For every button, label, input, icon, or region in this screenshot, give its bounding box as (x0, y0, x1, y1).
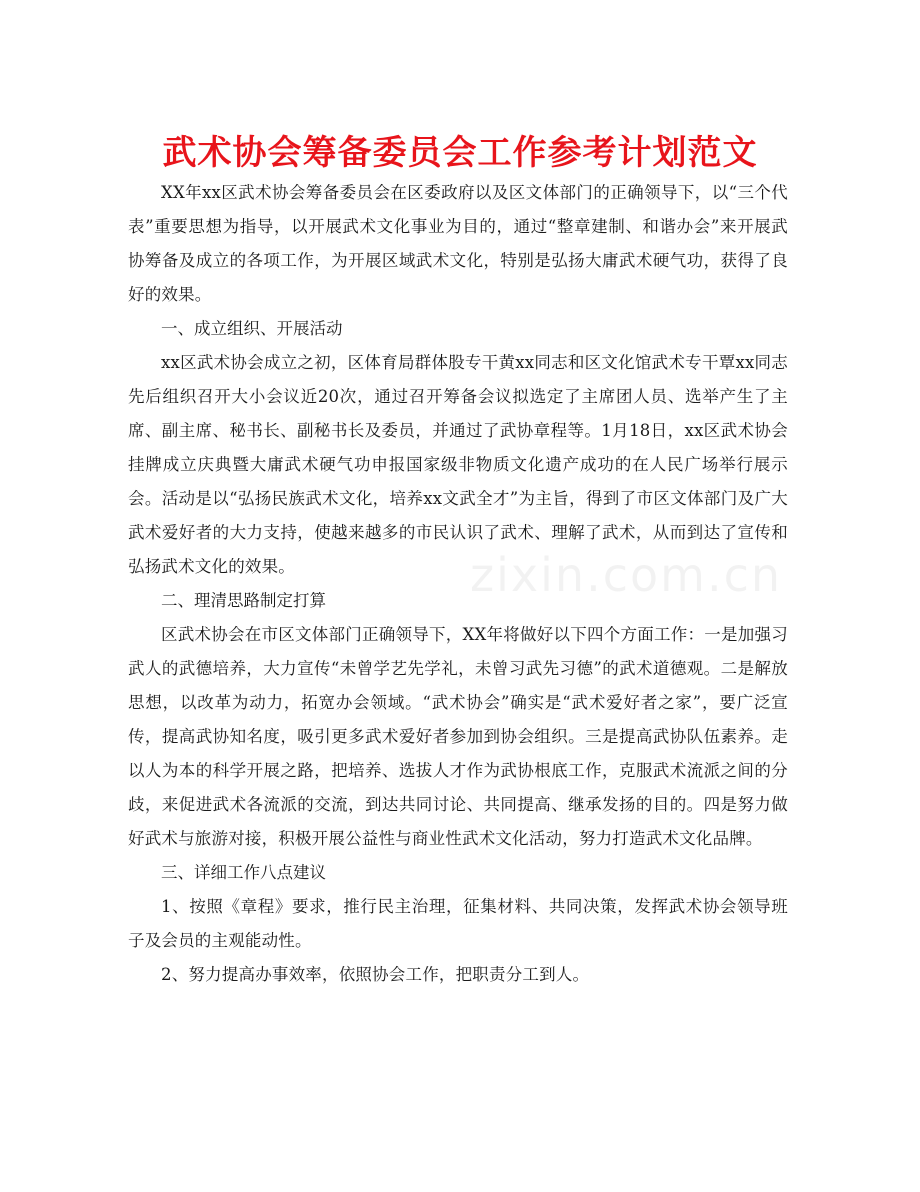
paragraph-section-2: 区武术协会在市区文体部门正确领导下，XX年将做好以下四个方面工作：一是加强习武人的武德培养，大力宣传“未曾学艺先学礼，未曾习武先习德”的武术道德观。二是解放思想，以改革为动力，拓宽办会领域。“武术协会”确实是“武术爱好者之家”，要广泛宣传，提高武协知名度，吸引更多武术爱好者参加到协会组织。三是提高武协队伍素养。走以人为本的科学开展之路，把培养、选拔人才作为武协根底工作，克服武术流派之间的分歧，来促进武术各流派的交流，到达共同讨论、共同提高、继承发扬的目的。四是努力做好武术与旅游对接，积极开展公益性与商业性武术文化活动，努力打造武术文化品牌。 (128, 625, 788, 848)
section-heading-1: 一、成立组织、开展活动 (161, 319, 343, 338)
section-heading-2: 二、理清思路制定打算 (161, 591, 326, 610)
watermark-text: zixin.com.cn (470, 548, 783, 602)
paragraph-suggestion-1: 1、按照《章程》要求，推行民主治理，征集材料、共同决策，发挥武术协会领导班子及会员的主观能动性。 (128, 897, 788, 950)
section-heading-3: 三、详细工作八点建议 (161, 863, 326, 882)
paragraph-suggestion-2: 2、努力提高办事效率，依照协会工作，把职责分工到人。 (161, 965, 590, 984)
document-body (128, 176, 788, 992)
paragraph-section-1: xx区武术协会成立之初，区体育局群体股专干黄xx同志和区文化馆武术专干覃xx同志先后组织召开大小会议近20次，通过召开筹备会议拟选定了主席团人员、选举产生了主席、副主席、秘书长、副秘书长及委员，并通过了武协章程等。1月18日，xx区武术协会挂牌成立庆典暨大庸武术硬气功申报国家级非物质文化遗产成功的在人民广场举行展示会。活动是以“弘扬民族武术文化，培养xx文武全才”为主旨，得到了市区文体部门及广大武术爱好者的大力支持，使越来越多的市民认识了武术、理解了武术，从而到达了宣传和弘扬武术文化的效果。 (128, 353, 788, 576)
document-title: 武术协会筹备委员会工作参考计划范文 (162, 133, 758, 173)
paragraph-intro: XX年xx区武术协会筹备委员会在区委政府以及区文体部门的正确领导下，以“三个代表”重要思想为指导，以开展武术文化事业为目的，通过“整章建制、和谐办会”来开展武协筹备及成立的各项工作，为开展区域武术文化，特别是弘扬大庸武术硬气功，获得了良好的效果。 (128, 183, 788, 304)
